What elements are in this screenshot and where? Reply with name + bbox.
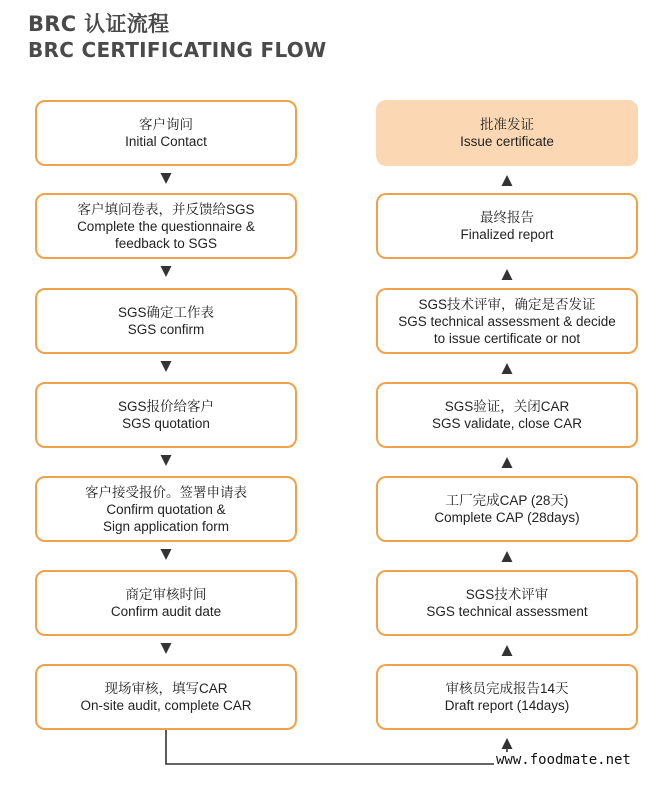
arrow-down-icon	[161, 266, 172, 277]
arrow-down-icon	[161, 455, 172, 466]
arrow-up-icon	[502, 738, 513, 749]
step-line: SGS验证，关闭CAR	[444, 399, 570, 414]
step-line: 批准发证	[480, 117, 534, 132]
step-line: SGS确定工作表	[117, 305, 214, 320]
title-english: BRC CERTIFICATING FLOW	[28, 38, 327, 62]
step-line: feedback to SGS	[114, 235, 218, 251]
step-line: Complete CAP (28days)	[434, 510, 580, 525]
title-chinese: BRC 认证流程	[28, 12, 170, 36]
step-line: 客户填问卷表，并反馈给SGS	[77, 201, 255, 217]
step-line: SGS技术评审，确定是否发证	[418, 296, 596, 312]
arrow-up-icon	[502, 457, 513, 468]
step-line: Initial Contact	[125, 134, 207, 149]
arrow-up-icon	[502, 175, 513, 186]
step-line: 客户询问	[139, 117, 193, 132]
step-line: SGS technical assessment	[426, 604, 588, 619]
step-line: 最终报告	[480, 210, 534, 225]
step-line: 审核员完成报告14天	[445, 681, 569, 696]
step-line: SGS technical assessment & decide	[398, 313, 616, 329]
step-line: 商定审核时间	[125, 587, 207, 602]
arrow-down-icon	[161, 173, 172, 184]
step-line: On-site audit, complete CAR	[80, 698, 252, 713]
step-line: Issue certificate	[460, 134, 554, 149]
arrow-up-icon	[502, 269, 513, 280]
step-line: SGS报价给客户	[117, 399, 214, 414]
up-arrows	[502, 175, 513, 656]
step-line: to issue certificate or not	[433, 330, 581, 346]
step-line: Finalized report	[460, 227, 554, 242]
step-line: SGS confirm	[127, 322, 205, 337]
step-line: 客户接受报价。签署申请表	[85, 484, 247, 500]
arrow-down-icon	[161, 549, 172, 560]
arrow-down-icon	[161, 643, 172, 654]
step-line: 现场审核，填写CAR	[104, 681, 228, 696]
step-line: Confirm quotation &	[106, 501, 226, 517]
step-line: 工厂完成CAP (28天)	[445, 493, 569, 508]
connector-line	[166, 730, 507, 764]
arrow-up-icon	[502, 645, 513, 656]
watermark: www.foodmate.net	[496, 752, 631, 768]
step-line: Complete the questionnaire &	[77, 218, 255, 234]
arrow-up-icon	[502, 363, 513, 374]
step-line: SGS quotation	[122, 416, 210, 431]
step-line: Sign application form	[102, 518, 230, 534]
arrow-up-icon	[502, 551, 513, 562]
down-arrows	[161, 173, 172, 654]
step-line: SGS validate, close CAR	[431, 416, 583, 431]
step-line: Draft report (14days)	[444, 698, 570, 713]
step-line: Confirm audit date	[110, 604, 222, 619]
arrow-down-icon	[161, 361, 172, 372]
step-line: SGS技术评审	[465, 587, 549, 602]
